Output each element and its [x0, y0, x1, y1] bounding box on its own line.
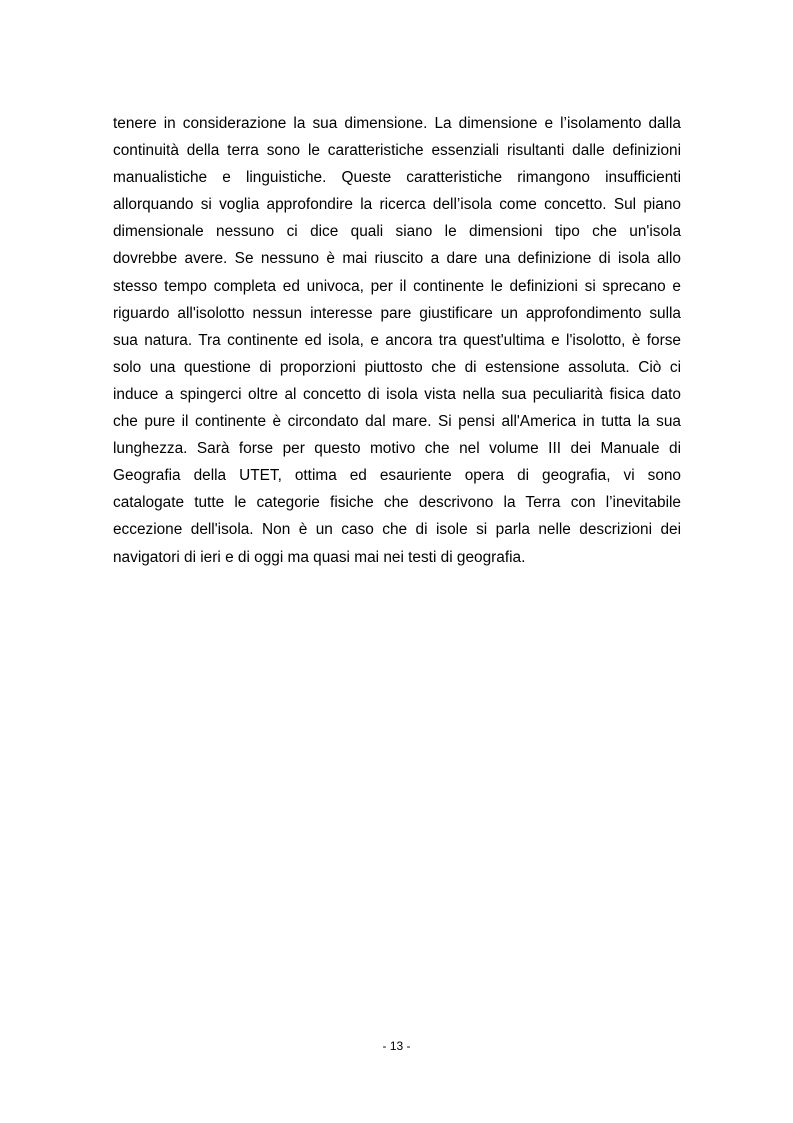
paragraph-line: che pure il continente è circondato dal mare. Si pensi all'America in tutta la sua: [113, 413, 681, 431]
page-number: - 13 -: [382, 1039, 411, 1053]
paragraph-line: sua natura. Tra continente ed isola, e ancora tra quest'ultima e l'isolotto, è forse: [113, 331, 681, 349]
paragraph-line: solo una questione di proporzioni piuttosto che di estensione assoluta. Ciò ci: [113, 358, 681, 376]
paragraph-line: stesso tempo completa ed univoca, per il continente le definizioni si sprecano e: [113, 277, 681, 295]
paragraph-last-line: navigatori di ieri e di oggi ma quasi mai nei testi di geografia.: [113, 548, 526, 566]
paragraph-line: lunghezza. Sarà forse per questo motivo che nel volume III dei Manuale di: [113, 440, 681, 458]
paragraph-line: Geografia della UTET, ottima ed esauriente opera di geografia, vi sono: [113, 467, 681, 485]
paragraph-line: catalogate tutte le categorie fisiche che descrivono la Terra con l’inevitabile: [113, 494, 681, 512]
paragraph-line: induce a spingerci oltre al concetto di isola vista nella sua peculiarità fisica dato: [113, 385, 681, 403]
paragraph-line: eccezione dell'isola. Non è un caso che di isole si parla nelle descrizioni dei: [113, 521, 681, 539]
body-paragraph: [113, 110, 681, 571]
paragraph-line: dimensionale nessuno ci dice quali siano le dimensioni tipo che un'isola: [113, 223, 681, 241]
paragraph-line: manualistiche e linguistiche. Queste caratteristiche rimangono insufficienti: [113, 169, 681, 187]
paragraph-line: continuità della terra sono le caratteristiche essenziali risultanti dalle definizioni: [113, 142, 681, 160]
paragraph-line: allorquando si voglia approfondire la ricerca dell’isola come concetto. Sul piano: [113, 196, 681, 214]
paragraph-line: riguardo all'isolotto nessun interesse pare giustificare un approfondimento sulla: [113, 304, 681, 322]
paragraph-line: tenere in considerazione la sua dimensione. La dimensione e l’isolamento dalla: [113, 115, 681, 132]
paragraph-line: dovrebbe avere. Se nessuno è mai riuscito a dare una definizione di isola allo: [113, 250, 681, 268]
